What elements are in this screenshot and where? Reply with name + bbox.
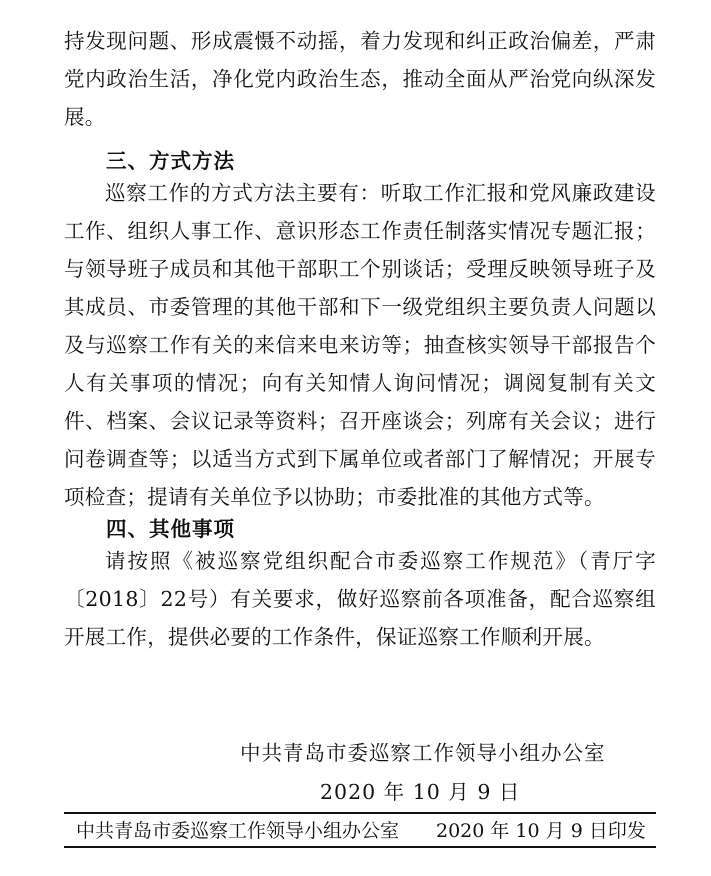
body-paragraph-methods: 巡察工作的方式方法主要有：听取工作汇报和党风廉政建设工作、组织人事工作、意识形态工作责任制落实情况专题汇报；与领导班子成员和其他干部职工个别谈话；受理反映领导班子及其成员、市委管理的其他干部和下一级党组织主要负责人问题以及与巡察工作有关的来信来电来访等；抽查核实领导干部报告个人有关事项的情况；向有关知情人询问情况；调阅复制有关文件、档案、会议记录等资料；召开座谈会；列席有关会议；进行问卷调查等；以适当方式到下属单位或者部门了解情况；开展专项检查；提请有关单位予以协助；市委批准的其他方式等。 bbox=[64, 181, 656, 509]
section-heading-methods: 三、方式方法 bbox=[106, 149, 235, 173]
body-paragraph-continuation: 持发现问题、形成震慑不动摇，着力发现和纠正政治偏差，严肃党内政治生活，净化党内政治生态，推动全面从严治党向纵深发展。 bbox=[64, 29, 656, 129]
section-heading-other-matters: 四、其他事项 bbox=[106, 517, 235, 541]
footer-print-date: 2020 年 10 月 9 日印发 bbox=[436, 820, 646, 842]
signature-date: 2020 年 10 月 9 日 bbox=[320, 780, 521, 804]
footer-bottom-rule bbox=[64, 846, 656, 848]
signature-organization: 中共青岛市委巡察工作领导小组办公室 bbox=[240, 741, 606, 765]
body-paragraph-other-matters: 请按照《被巡察党组织配合市委巡察工作规范》（青厅字〔2018〕22号）有关要求，做好巡察前各项准备，配合巡察组开展工作，提供必要的工作条件，保证巡察工作顺利开展。 bbox=[64, 549, 656, 649]
footer-issuer: 中共青岛市委巡察工作领导小组办公室 bbox=[76, 820, 400, 842]
footer-top-rule bbox=[64, 812, 656, 814]
